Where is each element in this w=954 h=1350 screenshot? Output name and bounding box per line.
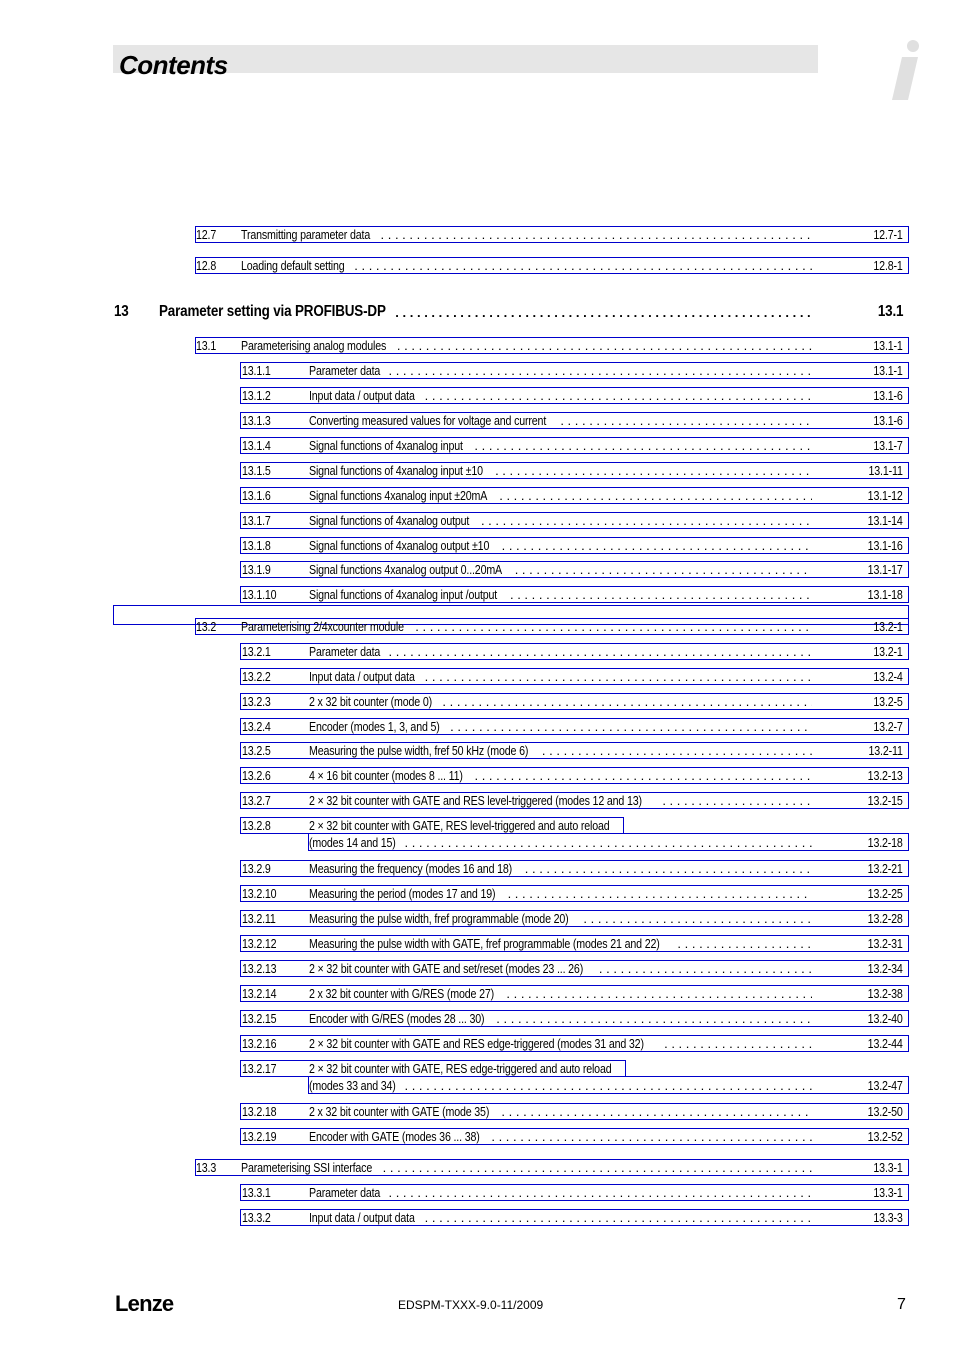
toc-entry-title: Measuring the frequency (modes 16 and 18) [309, 861, 513, 876]
dot-leader [499, 488, 812, 503]
toc-entry-title: Encoder with GATE (modes 36 ... 38) [309, 1129, 480, 1144]
dot-leader [442, 694, 812, 709]
toc-entry[interactable] [0, 388, 954, 403]
toc-entry-title: Signal functions of 4xanalog output [309, 513, 470, 528]
dot-leader [415, 619, 812, 634]
dot-leader [502, 538, 812, 553]
lenze-logo: Lenze [115, 1291, 174, 1316]
chapter-title: Parameter setting via PROFIBUS-DP [159, 303, 386, 320]
toc-entry-number: 13.1.9 [242, 562, 271, 577]
toc-entry-title: Input data / output data [309, 669, 415, 684]
dot-leader [501, 1104, 812, 1119]
toc-entry[interactable] [0, 886, 954, 901]
toc-entry-title: Signal functions 4xanalog output 0...20mA [309, 562, 502, 577]
dot-leader [397, 338, 812, 353]
dot-leader [515, 562, 812, 577]
toc-entry-title: Parameterising analog modules [241, 338, 387, 353]
toc-entry-page: 13.2-13 [867, 768, 903, 783]
toc-entry-title: 2 × 32 bit counter with GATE and RES level-triggered (modes 12 and 13) [309, 793, 642, 808]
dot-leader [354, 258, 812, 273]
dot-leader [474, 438, 812, 453]
page-title: Contents [119, 50, 228, 80]
toc-entry-page: 12.8-1 [873, 258, 903, 273]
toc-entry[interactable] [0, 1104, 954, 1119]
dot-leader [474, 768, 812, 783]
toc-entry-number: 13.1 [196, 338, 217, 353]
toc-entry-page: 13.3-3 [873, 1210, 903, 1225]
toc-entry-title: 2 × 32 bit counter with GATE, RES level-triggered and auto reload [309, 818, 610, 833]
toc-entry-number: 13.2.4 [242, 719, 271, 734]
toc-entry-page: 13.3-1 [873, 1185, 903, 1200]
toc-entry-number: 13.2.14 [242, 986, 277, 1001]
toc-entry-title: Input data / output data [309, 1210, 415, 1225]
toc-entry-page: 13.1-12 [867, 488, 903, 503]
toc-entry-page: 13.1-18 [867, 587, 903, 602]
dot-leader [560, 413, 812, 428]
toc-entry-page: 12.7-1 [873, 227, 903, 242]
toc-entry-number: 13.2.15 [242, 1011, 277, 1026]
toc-entry-title: Encoder (modes 1, 3, and 5) [309, 719, 440, 734]
toc-entry-page: 13.2-52 [867, 1129, 903, 1144]
toc-entry-title: 2 × 32 bit counter with GATE and RES edge-triggered (modes 31 and 32) [309, 1036, 644, 1051]
toc-entry[interactable] [0, 258, 954, 273]
toc-entry-number: 13.1.5 [242, 463, 271, 478]
toc-entry[interactable] [0, 413, 954, 428]
toc-entry[interactable] [0, 488, 954, 503]
toc-entry[interactable] [0, 538, 954, 553]
dot-leader [508, 886, 812, 901]
dot-leader [425, 1210, 812, 1225]
toc-entry-number: 13.1.4 [242, 438, 271, 453]
toc-entry-page: 13.2-21 [867, 861, 903, 876]
toc-entry-title: 2 × 32 bit counter with GATE and set/reset (modes 23 ... 26) [309, 961, 584, 976]
toc-entry-title: 2 × 32 bit counter with GATE, RES edge-triggered and auto reload [309, 1061, 612, 1076]
toc-entry-page: 13.3-1 [873, 1160, 903, 1175]
dot-leader [506, 986, 812, 1001]
toc-entry-number: 13.2.5 [242, 743, 271, 758]
toc-entry-page: 13.1-6 [873, 413, 903, 428]
toc-entry-title: 4 × 16 bit counter (modes 8 ... 11) [309, 768, 463, 783]
toc-entry-title: 2 x 32 bit counter (mode 0) [309, 694, 432, 709]
toc-entry-title: Loading default setting [241, 258, 345, 273]
toc-entry-number: 13.2.11 [242, 911, 276, 926]
toc-entry-page: 13.1-1 [873, 338, 903, 353]
toc-entry-page: 13.2-50 [867, 1104, 903, 1119]
chapter-number: 13 [114, 303, 129, 320]
dot-leader [495, 463, 812, 478]
dot-leader [381, 227, 812, 242]
toc-entry[interactable] [0, 1061, 954, 1095]
dot-leader [388, 644, 812, 659]
toc-entry-title: 2 x 32 bit counter with GATE (mode 35) [309, 1104, 490, 1119]
dot-leader [404, 835, 812, 850]
toc-entry-number: 13.1.7 [242, 513, 271, 528]
toc-entry-number: 13.3.1 [242, 1185, 271, 1200]
toc-entry-title: Input data / output data [309, 388, 415, 403]
info-icon [888, 40, 924, 102]
dot-leader [395, 305, 812, 320]
toc-entry[interactable] [0, 1011, 954, 1026]
toc-entry-title: Parameter data [309, 644, 381, 659]
toc-entry-title: Measuring the pulse width, fref 50 kHz (mode 6) [309, 743, 529, 758]
toc-entry-page: 13.2-40 [867, 1011, 903, 1026]
toc-entry-number: 13.2.6 [242, 768, 271, 783]
toc-entry-number: 13.2.12 [242, 936, 277, 951]
toc-entry-number: 13.2.3 [242, 694, 271, 709]
toc-entry-number: 13.2.13 [242, 961, 277, 976]
toc-entry-number: 13.2.2 [242, 669, 271, 684]
toc-entry-page: 13.2-47 [867, 1078, 903, 1093]
toc-entry[interactable] [0, 1160, 954, 1175]
dot-leader [481, 513, 812, 528]
dot-leader [662, 793, 812, 808]
toc-entry-title: Signal functions 4xanalog input ±20mA [309, 488, 488, 503]
toc-entry-title: Parameterising SSI interface [241, 1160, 373, 1175]
dot-leader [404, 1078, 812, 1093]
toc-entry-page: 13.1-17 [867, 562, 903, 577]
toc-entry-number: 13.2.9 [242, 861, 271, 876]
toc-entry-page: 13.1-16 [867, 538, 903, 553]
toc-entry-page: 13.2-15 [867, 793, 903, 808]
toc-entry-title: Signal functions of 4xanalog input [309, 438, 463, 453]
toc-entry[interactable] [0, 363, 954, 378]
toc-entry-page: 13.1-7 [873, 438, 903, 453]
dot-leader [491, 1129, 812, 1144]
toc-entry[interactable] [0, 986, 954, 1001]
toc-entry-number: 13.2.1 [242, 644, 271, 659]
toc-entry-number: 13.2 [196, 619, 217, 634]
toc-entry-title: Signal functions of 4xanalog output ±10 [309, 538, 490, 553]
toc-entry-page: 13.2-34 [867, 961, 903, 976]
toc-entry[interactable] [0, 961, 954, 976]
dot-leader [525, 861, 812, 876]
dot-leader [425, 388, 812, 403]
toc-entry[interactable] [0, 861, 954, 876]
toc-entry-page: 13.2-4 [873, 669, 903, 684]
document-id: EDSPM-TXXX-9.0-11/2009 [398, 1298, 544, 1312]
toc-entry-title: Transmitting parameter data [241, 227, 371, 242]
toc-entry-number: 13.3 [196, 1160, 217, 1175]
toc-entry[interactable] [0, 719, 954, 734]
toc-entry[interactable] [0, 562, 954, 577]
toc-entry-page: 13.2-18 [867, 835, 903, 850]
toc-entry[interactable] [0, 793, 954, 808]
toc-entry-page: 13.2-28 [867, 911, 903, 926]
toc-entry-number: 12.8 [196, 258, 217, 273]
toc-entry-page: 13.2-44 [867, 1036, 903, 1051]
toc-entry-number: 13.1.8 [242, 538, 271, 553]
toc-entry-title: Converting measured values for voltage and current [309, 413, 547, 428]
toc-entry-number: 13.1.6 [242, 488, 271, 503]
toc-entry-page: 13.2-11 [868, 743, 903, 758]
dot-leader [383, 1160, 812, 1175]
toc-entry[interactable] [0, 619, 954, 634]
toc-entry-number: 13.3.2 [242, 1210, 271, 1225]
chapter-page: 13.1 [877, 303, 903, 320]
dot-leader [388, 1185, 812, 1200]
toc-entry[interactable] [0, 1185, 954, 1200]
toc-entry[interactable] [0, 694, 954, 709]
toc-entry-title: Parameter data [309, 1185, 381, 1200]
dot-leader [496, 1011, 812, 1026]
toc-entry[interactable] [0, 669, 954, 684]
toc-entry[interactable] [0, 463, 954, 478]
toc-entry-title-continued: (modes 14 and 15) [309, 835, 396, 850]
toc-entry-number: 13.2.17 [242, 1061, 277, 1076]
toc-chapter-row[interactable] [0, 303, 954, 321]
toc-entry-number: 12.7 [196, 227, 217, 242]
toc-entry-title: Measuring the pulse width with GATE, fref programmable (modes 21 and 22) [309, 936, 660, 951]
dot-leader [510, 587, 812, 602]
toc-entry[interactable] [0, 338, 954, 353]
toc-entry-page: 13.2-31 [867, 936, 903, 951]
toc-entry[interactable] [0, 1210, 954, 1225]
toc-entry-number: 13.2.19 [242, 1129, 277, 1144]
toc-entry-number: 13.1.1 [242, 363, 271, 378]
toc-entry-title: Signal functions of 4xanalog input /output [309, 587, 498, 602]
dot-leader [388, 363, 812, 378]
toc-entry[interactable] [0, 227, 954, 242]
dot-leader [542, 743, 812, 758]
toc-entry-title: Parameterising 2/4xcounter module [241, 619, 404, 634]
toc-entry-title: Measuring the pulse width, fref programmable (mode 20) [309, 911, 569, 926]
toc-entry-number: 13.2.16 [242, 1036, 277, 1051]
toc-entry-number: 13.2.18 [242, 1104, 277, 1119]
toc-entry-page: 13.2-1 [873, 644, 903, 659]
toc-entry[interactable] [0, 644, 954, 659]
dot-leader [450, 719, 812, 734]
toc-entry-title: Measuring the period (modes 17 and 19) [309, 886, 496, 901]
toc-entry[interactable] [0, 768, 954, 783]
toc-entry[interactable] [0, 743, 954, 758]
toc-entry[interactable] [0, 911, 954, 926]
dot-leader [583, 911, 812, 926]
dot-leader [425, 669, 812, 684]
toc-entry-page: 13.2-25 [867, 886, 903, 901]
toc-entry[interactable] [0, 1129, 954, 1144]
dot-leader [599, 961, 812, 976]
toc-entry-page: 13.1-14 [867, 513, 903, 528]
toc-entry-title: Parameter data [309, 363, 381, 378]
toc-entry-number: 13.2.10 [242, 886, 277, 901]
toc-entry-title: Encoder with G/RES (modes 28 ... 30) [309, 1011, 485, 1026]
toc-entry-page: 13.2-1 [873, 619, 903, 634]
toc-entry-number: 13.1.10 [242, 587, 277, 602]
toc-entry-page: 13.2-38 [867, 986, 903, 1001]
toc-entry-title-continued: (modes 33 and 34) [309, 1078, 396, 1093]
toc-entry[interactable] [0, 936, 954, 951]
toc-entry-page: 13.1-1 [873, 363, 903, 378]
dot-leader [664, 1036, 812, 1051]
toc-entry[interactable] [0, 1036, 954, 1051]
toc-entry-page: 13.1-11 [868, 463, 903, 478]
toc-entry-page: 13.2-5 [873, 694, 903, 709]
page-number: 7 [897, 1296, 906, 1313]
toc-entry-title: Signal functions of 4xanalog input ±10 [309, 463, 483, 478]
toc-entry-page: 13.1-6 [873, 388, 903, 403]
toc-entry[interactable] [0, 818, 954, 852]
dot-leader [677, 936, 812, 951]
toc-entry-number: 13.1.3 [242, 413, 271, 428]
toc-entry-title: 2 x 32 bit counter with G/RES (mode 27) [309, 986, 494, 1001]
toc-entry-page: 13.2-7 [873, 719, 903, 734]
toc-entry[interactable] [0, 587, 954, 602]
toc-entry[interactable] [0, 438, 954, 453]
toc-entry-number: 13.2.8 [242, 818, 271, 833]
toc-entry-number: 13.1.2 [242, 388, 271, 403]
toc-entry-number: 13.2.7 [242, 793, 271, 808]
toc-entry[interactable] [0, 513, 954, 528]
